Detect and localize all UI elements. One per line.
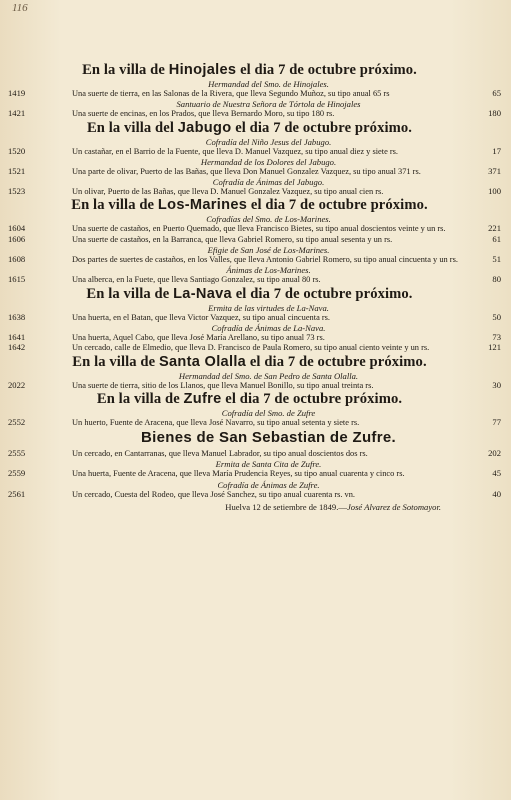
entity-name: Cofradía de Ánimas de La-Nava.	[211, 322, 326, 333]
entity-name: Hermandad de los Dolores del Jabugo.	[200, 156, 337, 167]
entry-amount: 61	[492, 233, 501, 244]
heading-suffix: el dia 7 de octubre próximo.	[236, 62, 417, 78]
entry-row	[8, 342, 501, 353]
heading-suffix: el dia 7 de octubre próximo.	[231, 119, 413, 136]
entry-row	[8, 311, 501, 322]
entry-amount: 50	[492, 311, 501, 322]
heading-prefix: En la villa de	[86, 285, 174, 302]
entry-number: 1523	[8, 186, 26, 197]
entry-description: Una alberca, en la Fuete, que lleva Santiago Gonzalez, su tipo anual 80 rs.	[72, 275, 321, 285]
heading-place: Santa Olalla	[158, 353, 247, 370]
entry-number: 1419	[8, 88, 26, 98]
entity-name: Cofradías del Smo. de Los-Marines.	[206, 214, 331, 225]
entity-name: Cofradía del Niño Jesus del Jabugo.	[205, 136, 332, 147]
entity-name: Ermita de Santa Cita de Zufre.	[215, 459, 322, 470]
heading-prefix: En la villa del	[86, 119, 178, 136]
footer-place-date: Huelva 12 de setiembre de 1849.—	[225, 502, 347, 513]
entry-description: Dos partes de suertes de castaños, en los Valles, que lleva Antonio Gabriel Romero, su tipo anual cincuenta y un rs.	[72, 255, 458, 265]
entity-name: Cofradía del Smo. de Zufre	[221, 407, 316, 418]
entry-row	[8, 488, 501, 499]
entry-description: Una huerta, Fuente de Aracena, que lleva María Prudencia Reyes, su tipo anual cuarenta y cinco rs.	[72, 469, 405, 479]
entry-number: 1521	[8, 165, 26, 176]
entry-row	[8, 223, 501, 234]
entry-amount: 371	[488, 165, 501, 176]
entry-description: Una suerte de encinas, en los Prados, que lleva Bernardo Moro, su tipo 180 rs.	[72, 109, 335, 119]
entry-row	[8, 88, 501, 98]
heading-place: Hinojales	[168, 62, 237, 78]
footer-signature: José Alvarez de Sotomayor.	[346, 502, 441, 513]
entry-number: 1638	[8, 311, 26, 322]
section-heading	[10, 197, 489, 214]
page-corner-mark: 116	[12, 2, 28, 14]
entry-amount: 80	[492, 274, 501, 285]
entry-row	[8, 186, 501, 197]
heading-place: Los-Marines	[157, 197, 248, 214]
heading-suffix: el dia 7 de octubre próximo.	[246, 353, 427, 370]
entry-number: 2555	[8, 448, 26, 459]
entry-number: 1604	[8, 223, 26, 234]
entry-number: 1608	[8, 254, 26, 265]
section-heading	[10, 62, 489, 79]
entry-description: Un olivar, Puerto de las Bañas, que lleva D. Manuel Gonzalez Vazquez, su tipo anual cien rs.	[72, 187, 384, 197]
entry-description: Una huerta, en el Batan, que lleva Victor Vazquez, su tipo anual cincuenta rs.	[72, 312, 331, 322]
entry-number: 2552	[8, 416, 26, 427]
entry-description: Un cercado, Cuesta del Rodeo, que lleva José Sanchez, su tipo anual cuarenta rs. vn.	[72, 489, 356, 499]
entry-row	[8, 468, 501, 479]
entry-row	[8, 274, 501, 285]
heading-place: La-Nava	[173, 285, 232, 302]
entry-description: Un castañar, en el Barrio de la Fuente, que lleva D. Manuel Vazquez, su tipo anual diez y siete rs.	[72, 146, 399, 156]
section-heading	[10, 391, 489, 408]
entry-description: Una suerte de castaños, en la Barranca, que lleva Gabriel Romero, su tipo anual sesenta y un rs.	[72, 234, 393, 244]
entity-name: Hermandad del Smo. de Hinojales.	[208, 79, 329, 89]
entry-number: 2559	[8, 468, 26, 479]
entry-amount: 45	[492, 468, 501, 479]
entry-number: 2022	[8, 379, 26, 390]
entry-row	[8, 416, 501, 427]
entry-number: 1615	[8, 274, 26, 285]
section-heading	[10, 120, 489, 137]
entry-description: Una parte de olivar, Puerto de las Bañas, que lleva Don Manuel Gonzalez Vazquez, su tipo anual 371 rs.	[72, 166, 421, 176]
entry-amount: 77	[492, 416, 501, 427]
entry-amount: 221	[488, 223, 501, 234]
heading-prefix: En la villa de	[72, 353, 159, 370]
entry-row	[8, 379, 501, 390]
heading-place: Zufre	[183, 390, 222, 407]
entry-description: Una suerte de tierra, sitio de los Llanos, que lleva Manuel Bonillo, su tipo anual treinta rs.	[72, 380, 374, 390]
entity-name: Efigie de San José de Los-Marines.	[207, 245, 330, 256]
entity-name: Cofradía de Ánimas del Jabugo.	[212, 177, 325, 188]
entry-row	[8, 108, 501, 119]
heading-place: Jabugo	[177, 119, 232, 136]
section-heading	[10, 354, 489, 371]
entry-description: Una suerte de tierra, en las Salonas de la Rivera, que lleva Segundo Muñoz, su tipo anual 65 rs	[72, 89, 390, 98]
entry-number: 1642	[8, 342, 26, 353]
entry-amount: 202	[488, 448, 501, 459]
entry-row	[8, 331, 501, 342]
entity-name: Ánimas de Los-Marines.	[226, 265, 311, 276]
entry-amount: 30	[492, 379, 501, 390]
entry-row	[8, 233, 501, 244]
heading-prefix: En la villa de	[82, 62, 169, 78]
entry-amount: 121	[488, 342, 501, 353]
entry-number: 2561	[8, 488, 26, 499]
entry-description: Un cercado, en Cantarranas, que lleva Manuel Labrador, su tipo anual doscientos dos rs.	[72, 449, 368, 459]
entry-row	[8, 448, 501, 459]
section-heading	[10, 286, 489, 303]
heading-prefix: En la villa de	[71, 197, 158, 214]
entry-number: 1520	[8, 145, 26, 156]
entry-amount: 65	[492, 88, 501, 98]
document-footer	[56, 502, 481, 512]
entity-name: Hermandad del Smo. de San Pedro de Santa Olalla.	[178, 370, 359, 381]
heading-suffix: el dia 7 de octubre próximo.	[247, 197, 428, 214]
entry-row	[8, 254, 501, 265]
entity-name: Cofradía de Ánimas de Zufre.	[217, 479, 320, 490]
entity-name: Santuario de Nuestra Señora de Tórtola de Hinojales	[176, 99, 361, 110]
entry-number: 1421	[8, 108, 26, 119]
entry-number: 1641	[8, 331, 26, 342]
entry-description: Un huerto, Fuente de Aracena, que lleva José Navarro, su tipo anual setenta y siete rs.	[72, 417, 360, 427]
entity-name: Ermita de las virtudes de La-Nava.	[208, 302, 329, 313]
heading-prefix: En la villa de	[96, 390, 184, 407]
entry-amount: 73	[492, 331, 501, 342]
heading-suffix: el dia 7 de octubre próximo.	[221, 390, 403, 407]
entry-description: Una suerte de castaños, en Puerto Quemado, que lleva Francisco Bietes, su tipo anual doscientos veinte y un rs.	[72, 224, 446, 234]
entry-amount: 180	[488, 108, 501, 119]
document-content	[8, 62, 501, 499]
entry-description: Un cercado, calle de Elmedio, que lleva D. Francisco de Paula Romero, su tipo anual ciento veinte y un rs.	[72, 343, 430, 353]
entry-number: 1606	[8, 233, 26, 244]
entry-description: Una huerta, Aquel Cabo, que lleva José María Arellano, su tipo anual 73 rs.	[72, 332, 325, 342]
heading-suffix: el dia 7 de octubre próximo.	[231, 285, 413, 302]
watermark	[300, 640, 510, 790]
entry-amount: 17	[492, 145, 501, 156]
entry-row	[8, 165, 501, 176]
entry-row	[8, 145, 501, 156]
entry-amount: 100	[488, 186, 501, 197]
entry-amount: 51	[492, 254, 501, 265]
entry-amount: 40	[492, 488, 501, 499]
section-sub-heading: Bienes de San Sebastian de Zufre.	[141, 429, 396, 447]
